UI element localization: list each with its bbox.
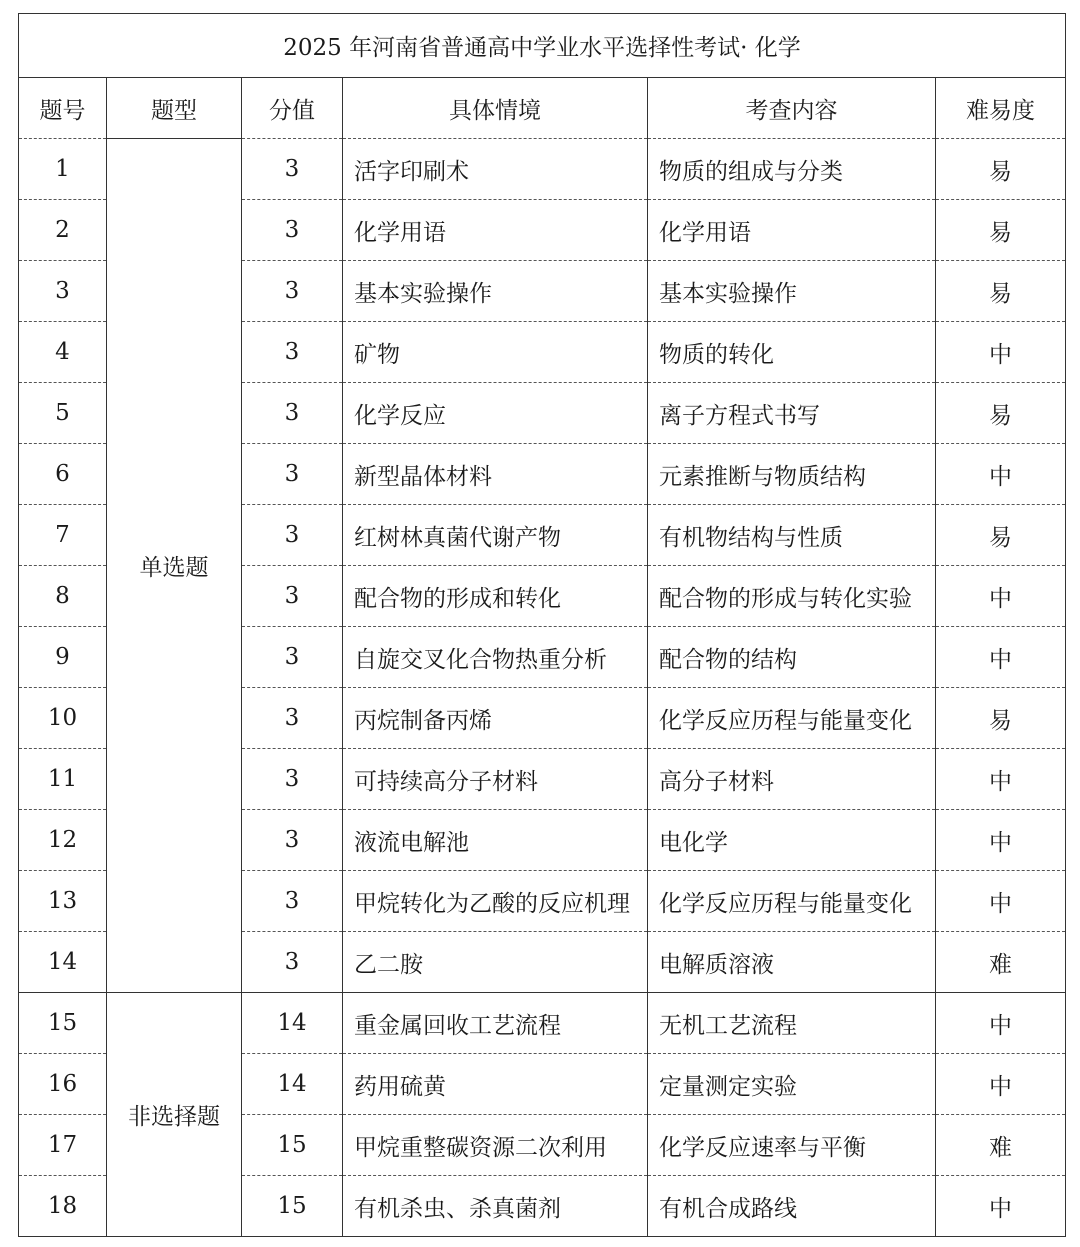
question-difficulty: 中 bbox=[936, 810, 1066, 871]
question-difficulty: 中 bbox=[936, 749, 1066, 810]
question-content: 化学反应历程与能量变化 bbox=[648, 688, 936, 749]
header-content: 考查内容 bbox=[648, 78, 936, 139]
question-content: 电化学 bbox=[648, 810, 936, 871]
question-context: 甲烷转化为乙酸的反应机理 bbox=[343, 871, 648, 932]
question-content: 有机物结构与性质 bbox=[648, 505, 936, 566]
question-difficulty: 易 bbox=[936, 383, 1066, 444]
question-context: 配合物的形成和转化 bbox=[343, 566, 648, 627]
question-score: 3 bbox=[242, 200, 343, 261]
header-row bbox=[19, 78, 1066, 139]
header-difficulty: 难易度 bbox=[936, 78, 1066, 139]
question-number: 2 bbox=[19, 200, 107, 261]
question-context: 甲烷重整碳资源二次利用 bbox=[343, 1115, 648, 1176]
question-difficulty: 易 bbox=[936, 688, 1066, 749]
question-number: 8 bbox=[19, 566, 107, 627]
question-content: 有机合成路线 bbox=[648, 1176, 936, 1237]
question-score: 3 bbox=[242, 383, 343, 444]
question-number: 16 bbox=[19, 1054, 107, 1115]
question-content: 无机工艺流程 bbox=[648, 993, 936, 1054]
question-difficulty: 难 bbox=[936, 1115, 1066, 1176]
question-content: 基本实验操作 bbox=[648, 261, 936, 322]
question-score: 3 bbox=[242, 444, 343, 505]
header-number: 题号 bbox=[19, 78, 107, 139]
question-score: 3 bbox=[242, 139, 343, 200]
question-type: 非选择题 bbox=[107, 993, 242, 1237]
question-context: 乙二胺 bbox=[343, 932, 648, 993]
question-score: 3 bbox=[242, 810, 343, 871]
header-type: 题型 bbox=[107, 78, 242, 139]
exam-analysis-table bbox=[18, 13, 1066, 1237]
question-context: 丙烷制备丙烯 bbox=[343, 688, 648, 749]
question-content: 化学用语 bbox=[648, 200, 936, 261]
question-context: 有机杀虫、杀真菌剂 bbox=[343, 1176, 648, 1237]
question-number: 7 bbox=[19, 505, 107, 566]
question-difficulty: 中 bbox=[936, 627, 1066, 688]
question-difficulty: 难 bbox=[936, 932, 1066, 993]
question-context: 化学反应 bbox=[343, 383, 648, 444]
question-context: 基本实验操作 bbox=[343, 261, 648, 322]
question-number: 10 bbox=[19, 688, 107, 749]
question-difficulty: 中 bbox=[936, 871, 1066, 932]
question-type: 单选题 bbox=[107, 139, 242, 993]
question-difficulty: 易 bbox=[936, 261, 1066, 322]
question-content: 配合物的形成与转化实验 bbox=[648, 566, 936, 627]
table-body bbox=[19, 14, 1066, 1237]
table-title: 2025 年河南省普通高中学业水平选择性考试· 化学 bbox=[19, 14, 1066, 78]
question-difficulty: 中 bbox=[936, 1176, 1066, 1237]
question-context: 化学用语 bbox=[343, 200, 648, 261]
question-context: 活字印刷术 bbox=[343, 139, 648, 200]
question-context: 液流电解池 bbox=[343, 810, 648, 871]
question-number: 17 bbox=[19, 1115, 107, 1176]
header-context: 具体情境 bbox=[343, 78, 648, 139]
question-content: 高分子材料 bbox=[648, 749, 936, 810]
question-content: 电解质溶液 bbox=[648, 932, 936, 993]
question-content: 化学反应历程与能量变化 bbox=[648, 871, 936, 932]
title-row bbox=[19, 14, 1066, 78]
question-difficulty: 易 bbox=[936, 200, 1066, 261]
question-score: 3 bbox=[242, 627, 343, 688]
question-number: 4 bbox=[19, 322, 107, 383]
question-score: 3 bbox=[242, 261, 343, 322]
question-context: 矿物 bbox=[343, 322, 648, 383]
question-score: 15 bbox=[242, 1176, 343, 1237]
question-context: 重金属回收工艺流程 bbox=[343, 993, 648, 1054]
question-content: 物质的组成与分类 bbox=[648, 139, 936, 200]
question-difficulty: 中 bbox=[936, 444, 1066, 505]
question-number: 13 bbox=[19, 871, 107, 932]
question-difficulty: 中 bbox=[936, 1054, 1066, 1115]
question-difficulty: 中 bbox=[936, 993, 1066, 1054]
table-row bbox=[19, 993, 1066, 1054]
question-number: 1 bbox=[19, 139, 107, 200]
question-context: 新型晶体材料 bbox=[343, 444, 648, 505]
question-number: 11 bbox=[19, 749, 107, 810]
question-content: 元素推断与物质结构 bbox=[648, 444, 936, 505]
question-score: 3 bbox=[242, 322, 343, 383]
question-difficulty: 易 bbox=[936, 505, 1066, 566]
question-difficulty: 中 bbox=[936, 566, 1066, 627]
question-number: 3 bbox=[19, 261, 107, 322]
question-score: 3 bbox=[242, 749, 343, 810]
question-score: 3 bbox=[242, 932, 343, 993]
question-score: 14 bbox=[242, 1054, 343, 1115]
question-score: 3 bbox=[242, 688, 343, 749]
question-score: 15 bbox=[242, 1115, 343, 1176]
question-content: 物质的转化 bbox=[648, 322, 936, 383]
question-context: 自旋交叉化合物热重分析 bbox=[343, 627, 648, 688]
question-difficulty: 中 bbox=[936, 322, 1066, 383]
question-score: 3 bbox=[242, 505, 343, 566]
question-number: 15 bbox=[19, 993, 107, 1054]
question-context: 可持续高分子材料 bbox=[343, 749, 648, 810]
question-content: 配合物的结构 bbox=[648, 627, 936, 688]
question-number: 18 bbox=[19, 1176, 107, 1237]
question-content: 化学反应速率与平衡 bbox=[648, 1115, 936, 1176]
question-score: 3 bbox=[242, 871, 343, 932]
header-score: 分值 bbox=[242, 78, 343, 139]
question-context: 红树林真菌代谢产物 bbox=[343, 505, 648, 566]
question-score: 14 bbox=[242, 993, 343, 1054]
question-number: 14 bbox=[19, 932, 107, 993]
question-context: 药用硫黄 bbox=[343, 1054, 648, 1115]
question-content: 离子方程式书写 bbox=[648, 383, 936, 444]
question-number: 6 bbox=[19, 444, 107, 505]
question-score: 3 bbox=[242, 566, 343, 627]
question-content: 定量测定实验 bbox=[648, 1054, 936, 1115]
question-number: 5 bbox=[19, 383, 107, 444]
question-number: 9 bbox=[19, 627, 107, 688]
question-difficulty: 易 bbox=[936, 139, 1066, 200]
table-row bbox=[19, 139, 1066, 200]
question-number: 12 bbox=[19, 810, 107, 871]
